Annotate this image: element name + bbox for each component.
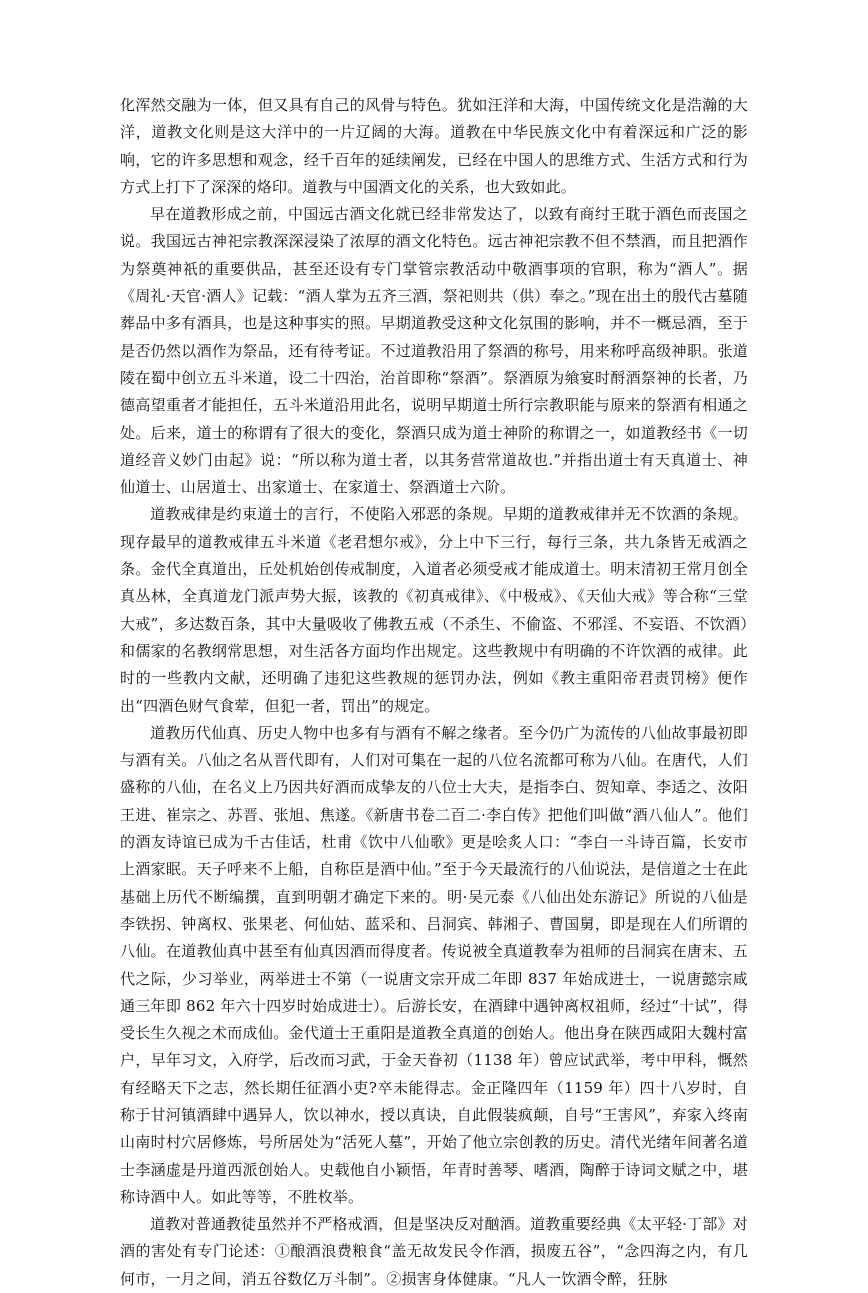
paragraph-3: 道教戒律是约束道士的言行，不使陷入邪恶的条规。早期的道教戒律并无不饮酒的条规。现存最早的道教戒律五斗米道《老君想尔戒》，分上中下三行，每行三条，共九条皆无戒酒之条。金代全真道出，丘处机始创传戒制度，入道者必须受戒才能成道士。明末清初王常月创全真丛林，全真道龙门派声势大振，该教的《初真戒律》、《中极戒》、《天仙大戒》等合称“三堂大戒”，多达数百条，其中大量吸收了佛教五戒（不杀生、不偷盗、不邪淫、不妄语、不饮酒）和儒家的名教纲常思想，对生活各方面均作出规定。这些教规中有明确的不许饮酒的戒律。此时的一些教内文献，还明确了违犯这些教规的惩罚办法，例如《教主重阳帝君责罚榜》便作出“四酒色财气食荤，但犯一者，罚出”的规定。 (120, 505, 748, 715)
paragraph-4: 道教历代仙真、历史人物中也多有与酒有不解之缘者。至今仍广为流传的八仙故事最初即与酒有关。八仙之名从晋代即有，人们对可集在一起的八位名流都可称为八仙。在唐代，人们盛称的八仙，在名义上乃因共好酒而成挚友的八位士大夫，是指李白、贺知章、李适之、汝阳王进、崔宗之、苏晋、张旭、焦遂。《新唐书卷二百二·李白传》把他们叫做“酒八仙人”。他们的酒友诗谊已成为千古佳话，杜甫《饮中八仙歌》更是哙炙人口：“李白一斗诗百篇，长安市上酒家眠。天子呼来不上船，自称臣是酒中仙。”至于今天最流行的八仙说法，是信道之士在此基础上历代不断编撰，直到明朝才确定下来的。明·吴元泰《八仙出处东游记》所说的八仙是李铁拐、钟离权、张果老、何仙姑、蓝采和、吕洞宾、韩湘子、曹国舅，即是现在人们所谓的八仙。在道教仙真中甚至有仙真因酒而得度者。传说被全真道教奉为祖师的吕洞宾在唐末、五代之际，少习举业，两举进士不第（一说唐文宗开成二年即 837 年始成进士，一说唐懿宗咸通三年即 862 年六十四岁时始成进士）。后游长安，在酒肆中遇钟离权祖师，经过“十试”，得受长生久视之术而成仙。金代道士王重阳是道教全真道的创始人。他出身在陕西咸阳大魏村富户，早年习文，入府学，后改而习武，于金天眷初（1138 年）曾应试武举，考中甲科，慨然有经略天下之志，然长期任征酒小吏?卒未能得志。金正隆四年（1159 年）四十八岁时，自称于甘河镇酒肆中遇异人，饮以神水，授以真诀，自此假装疯颠，自号“王害风”，弃家入终南山南时村穴居修炼，号所居处为“活死人墓”，开始了他立宗创教的历史。清代光绪年间著名道士李涵虚是丹道西派创始人。史载他自小颖悟，年青时善琴、嗜酒，陶醉于诗词文赋之中，堪称诗酒中人。如此等等，不胜枚举。 (120, 723, 748, 1206)
paragraph-5: 道教对普通教徒虽然并不严格戒酒，但是坚决反对酗酒。道教重要经典《太平轻·丁部》对酒的害处有专门论述：①酿酒浪费粮食“盖无故发民令作酒，损废五谷”，“念四海之内，有几何市，一月之间，消五谷数亿万斗制”。②损害身体健康。“凡人一饮酒令醉，狂脉 (120, 1215, 748, 1288)
paragraph-1: 化浑然交融为一体，但又具有自己的风骨与特色。犹如汪洋和大海，中国传统文化是浩瀚的大洋，道教文化则是这大洋中的一片辽阔的大海。道教在中华民族文化中有着深远和广泛的影响，它的许多思想和观念，经千百年的延续阐发，已经在中国人的思维方式、生活方式和行为方式上打下了深深的烙印。道教与中国酒文化的关系，也大致如此。 (120, 96, 748, 196)
paragraph-2: 早在道教形成之前，中国远古酒文化就已经非常发达了，以致有商纣王耽于酒色而丧国之说。我国远古神祀宗教深深浸染了浓厚的酒文化特色。远古神祀宗教不但不禁酒，而且把酒作为祭奠神祇的重要供品，甚至还设有专门掌管宗教活动中敬酒事项的官职，称为“酒人”。据《周礼·天官·酒人》记载：“酒人掌为五齐三酒，祭祀则共（供）奉之。”现在出土的殷代古墓随葬品中多有酒具，也是这种事实的照。早期道教受这种文化氛围的影响，并不一概忌酒，至于是否仍然以酒作为祭品，还有待考证。不过道教沿用了祭酒的称号，用来称呼高级神职。张道陵在蜀中创立五斗米道，设二十四治，治首即称“祭酒”。祭酒原为飨宴时酹酒祭神的长者，乃德高望重者才能担任，五斗米道沿用此名，说明早期道士所行宗教职能与原来的祭酒有相通之处。后来，道士的称谓有了很大的变化，祭酒只成为道士神阶的称谓之一，如道教经书《一切道经音义妙门由起》说：“所以称为道士者，以其务营常道故也.”并指出道士有天真道士、神仙道士、山居道士、出家道士、在家道士、祭酒道士六阶。 (120, 205, 748, 497)
